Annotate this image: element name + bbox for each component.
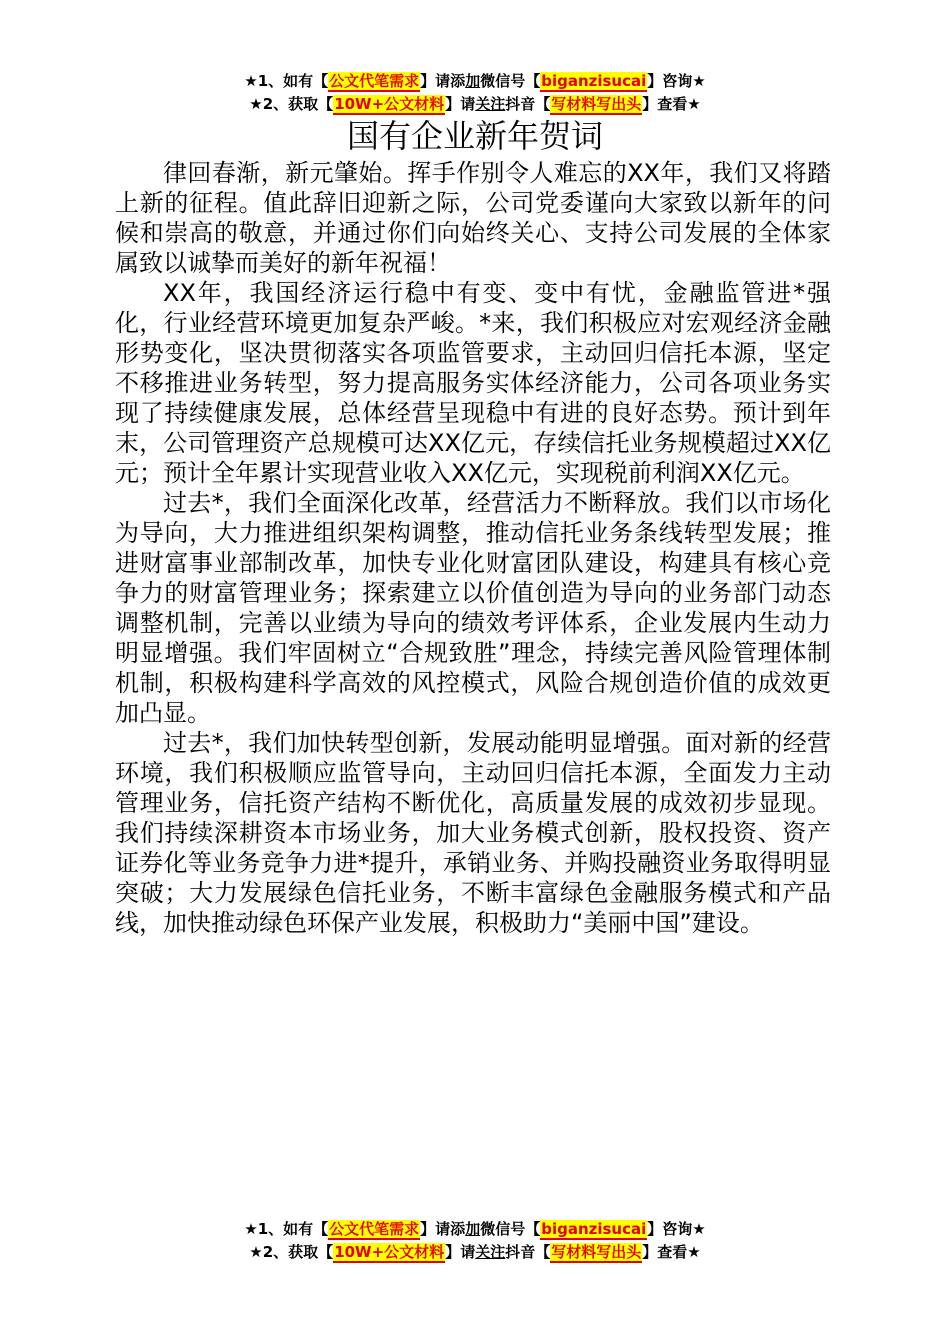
promo-line-1: [0, 70, 950, 93]
promo-line-1: [0, 1218, 950, 1241]
paragraph: XX年，我国经济运行稳中有变、变中有忧，金融监管进*强化，行业经营环境更加复杂严峻。*来，我们积极应对宏观经济金融形势变化，坚决贯彻落实各项监管要求，主动回归信托本源，坚定不移推进业务转型，努力提高服务实体经济能力，公司各项业务实现了持续健康发展，总体经营呈现稳中有进的良好态势。预计到年末，公司管理资产总规模可达XX亿元，存续信托业务规模超过XX亿元；预计全年累计实现营业收入XX亿元，实现税前利润XX亿元。: [115, 279, 831, 487]
promo-text: 抖音【: [505, 1243, 551, 1261]
promo-highlight: 写材料写出头: [551, 1243, 642, 1261]
promo-highlight: biganzisucai: [541, 1220, 647, 1238]
promo-text: 微信号【: [480, 72, 541, 90]
promo-text: 】请添: [420, 1220, 466, 1238]
promo-underlined: 关注: [475, 1243, 506, 1261]
promo-line-2: [0, 93, 950, 116]
paragraph: 过去*，我们全面深化改革，经营活力不断释放。我们以市场化为导向，大力推进组织架构调整，推动信托业务条线转型发展；推进财富事业部制改革，加快专业化财富团队建设，构建具有核心竞争力的财富管理业务；探索建立以价值创造为导向的业务部门动态调整机制，完善以业绩为导向的绩效考评体系，企业发展内生动力明显增强。我们牢固树立“合规致胜”理念，持续完善风险管理体制机制，积极构建科学高效的风控模式，风险合规创造价值的成效更加凸显。: [115, 489, 831, 727]
promo-text: 微信号【: [480, 1220, 541, 1238]
promo-text: 】请: [445, 1243, 476, 1261]
promo-footer: [0, 1218, 950, 1264]
promo-highlight: 公文代笔需求: [329, 1220, 420, 1238]
promo-text: ★1、如有【: [244, 1220, 329, 1238]
promo-line-2: [0, 1241, 950, 1264]
paragraph: 律回春渐，新元肇始。挥手作别令人难忘的XX年，我们又将踏上新的征程。值此辞旧迎新之际，公司党委谨向大家致以新年的问候和崇高的敬意，并通过你们向始终关心、支持公司发展的全体家属致以诚挚而美好的新年祝福！: [115, 159, 831, 277]
document-body: [115, 158, 831, 938]
promo-highlight: 10W+公文材料: [334, 95, 445, 113]
promo-underlined: 加: [465, 1220, 481, 1238]
promo-highlight: 公文代笔需求: [329, 72, 420, 90]
promo-header: [0, 70, 950, 116]
promo-text: 】咨询★: [647, 72, 706, 90]
promo-text: 】查看★: [642, 1243, 701, 1261]
promo-highlight: biganzisucai: [541, 72, 647, 90]
promo-underlined: 加: [465, 72, 481, 90]
promo-text: 】请: [445, 95, 476, 113]
promo-underlined: 关注: [475, 95, 506, 113]
promo-text: 】咨询★: [647, 1220, 706, 1238]
promo-text: 】查看★: [642, 95, 701, 113]
promo-text: 抖音【: [505, 95, 551, 113]
document-title: 国有企业新年贺词: [346, 117, 603, 155]
promo-highlight: 写材料写出头: [551, 95, 642, 113]
promo-highlight: 10W+公文材料: [334, 1243, 445, 1261]
promo-text: ★1、如有【: [244, 72, 329, 90]
promo-text: ★2、获取【: [249, 1243, 334, 1261]
promo-text: 】请添: [420, 72, 466, 90]
paragraph: 过去*，我们加快转型创新，发展动能明显增强。面对新的经营环境，我们积极顺应监管导向，主动回归信托本源，全面发力主动管理业务，信托资产结构不断优化，高质量发展的成效初步显现。我们持续深耕资本市场业务，加大业务模式创新，股权投资、资产证券化等业务竞争力进*提升，承销业务、并购投融资业务取得明显突破；大力发展绿色信托业务，不断丰富绿色金融服务模式和产品线，加快推动绿色环保产业发展，积极助力“美丽中国”建设。: [115, 729, 831, 937]
promo-text: ★2、获取【: [249, 95, 334, 113]
